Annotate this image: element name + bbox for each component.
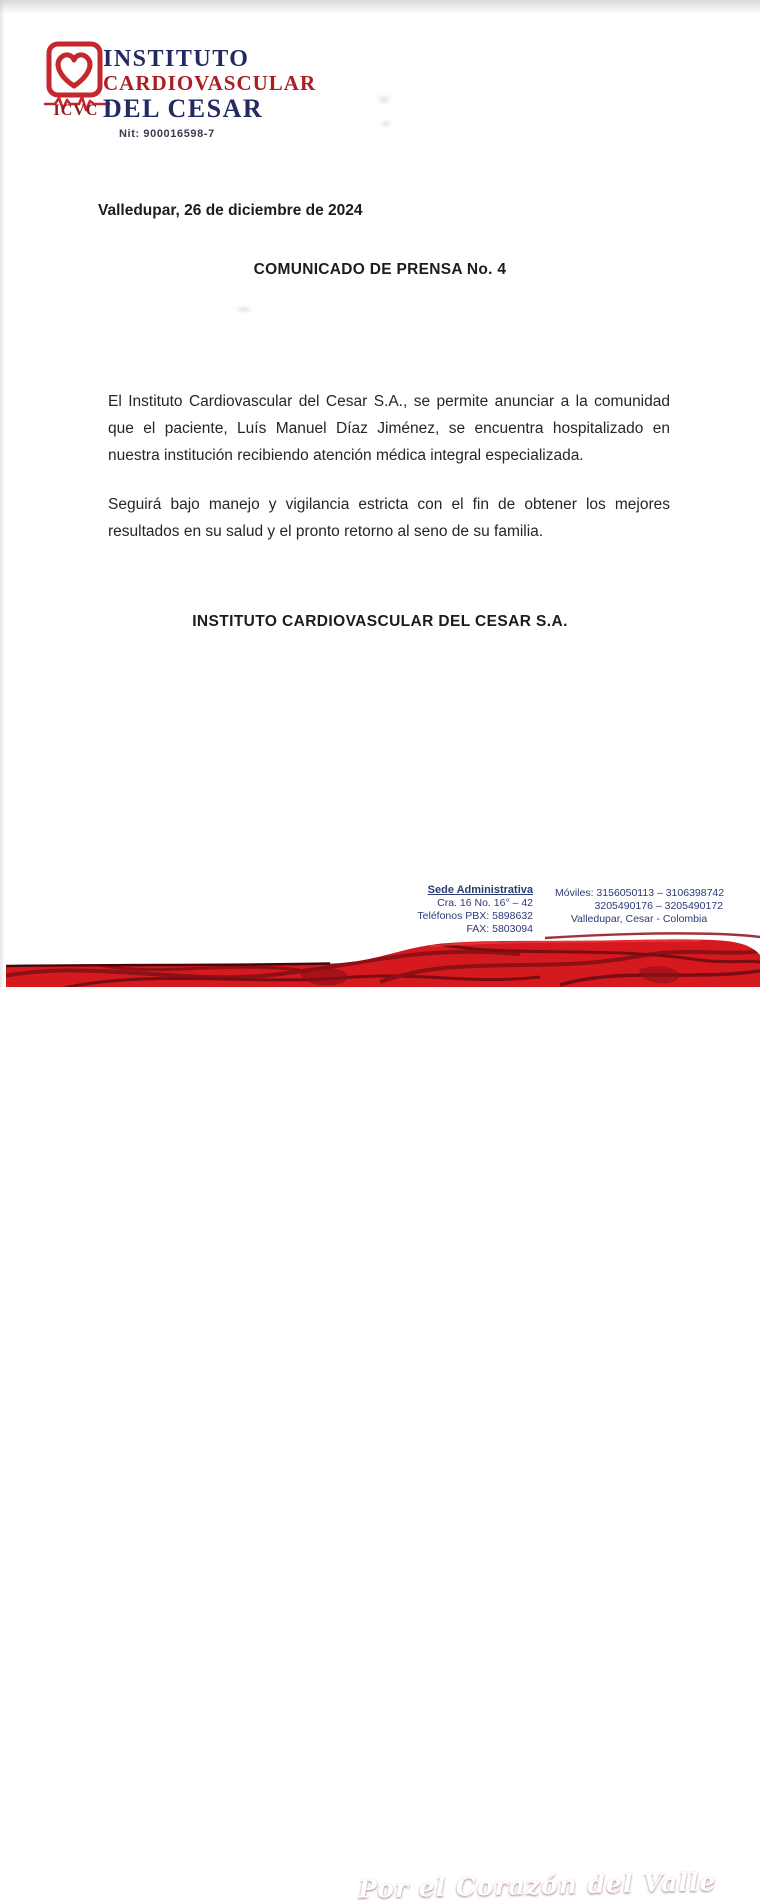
paragraph: Seguirá bajo manejo y vigilancia estricta con el fin de obtener los mejores resultados en su salud y el pronto retorno al seno de su familia. [108, 496, 670, 540]
scan-artifact [376, 94, 392, 105]
document-title: COMUNICADO DE PRENSA No. 4 [253, 261, 507, 278]
tax-id: Nit: 900016598-7 [119, 128, 215, 140]
paragraph: El Instituto Cardiovascular del Cesar S.A., se permite anunciar a la comunidad que el paciente, Luís Manuel Díaz Jiménez, se encuentra hospitalizado en nuestra institución recibiendo atención médica integral especializada. [108, 393, 670, 464]
bottom-ribbon-banner [0, 925, 760, 1904]
footer-mobiles-2: 3205490176 – 3205490172 [594, 900, 723, 912]
org-name-line2: CARDIOVASCULAR [103, 71, 317, 95]
scan-artifact [234, 305, 254, 314]
footer-contact-block [555, 887, 723, 926]
footer-mobiles-1: Móviles: 3156050113 – 3106398742 [555, 887, 725, 899]
footer-location: Valledupar, Cesar - Colombia [570, 913, 708, 925]
signature-line: INSTITUTO CARDIOVASCULAR DEL CESAR S.A. [192, 613, 568, 630]
scan-artifact [380, 119, 392, 128]
org-name-line1: INSTITUTO [103, 46, 250, 72]
date-line: Valledupar, 26 de diciembre de 2024 [98, 202, 363, 219]
scan-edge [0, 0, 5, 987]
footer-phones: Teléfonos PBX: 5898632 [417, 910, 533, 922]
footer-fax: FAX: 5803094 [466, 923, 533, 935]
logo-acronym: ICVC [53, 102, 99, 119]
org-name-line3: DEL CESAR [103, 94, 264, 123]
org-name [103, 47, 316, 122]
banner-slogan: Por el Corazón del Valle [357, 1867, 717, 1904]
body-text [108, 388, 670, 545]
footer-address: Cra. 16 No. 16° – 42 [437, 897, 533, 909]
footer-admin-title: Sede Administrativa [427, 884, 533, 896]
scan-edge [0, 0, 760, 14]
